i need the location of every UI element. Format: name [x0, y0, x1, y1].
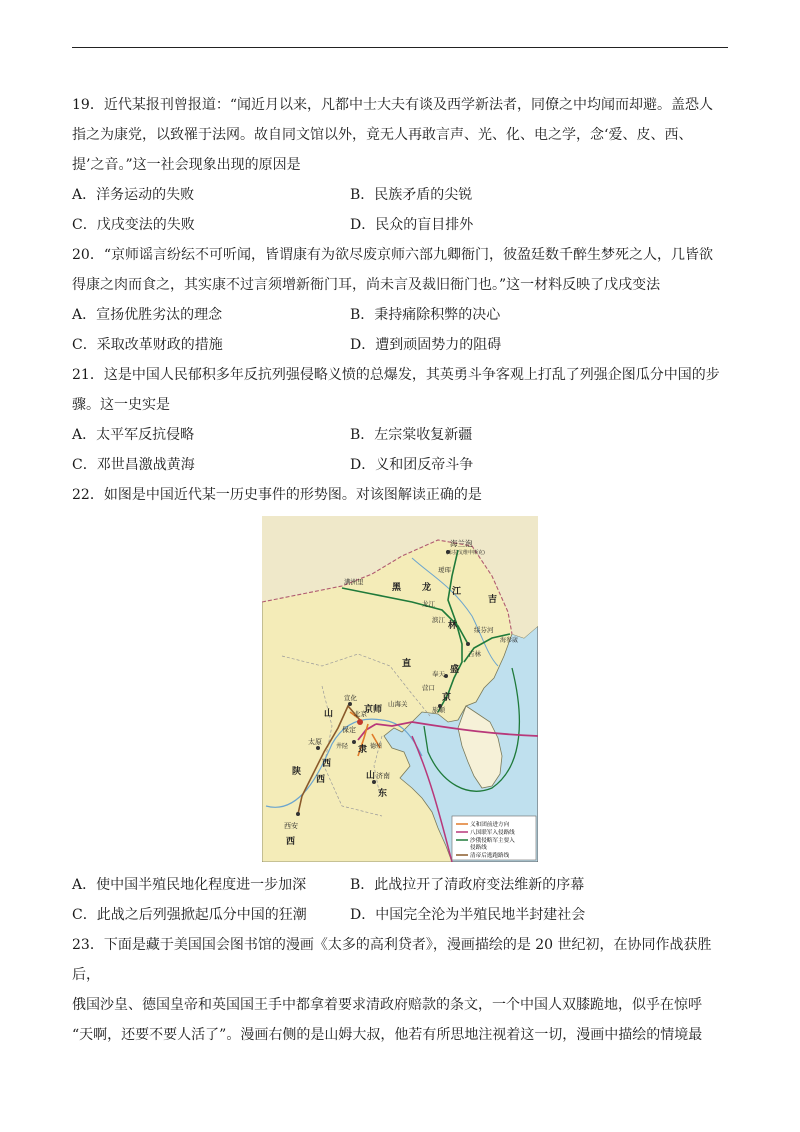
- label-zhi: 直: [402, 659, 412, 669]
- label-xi3: 西: [286, 837, 296, 847]
- label-long: 龙: [422, 583, 432, 593]
- label-dong: 东: [378, 789, 388, 799]
- legend-russia-1: 沙俄侵略军主要入: [470, 838, 515, 844]
- label-shanhaiguan: 山海关: [388, 700, 408, 708]
- q23-stem-line-1: 23．下面是藏于美国国会图书馆的漫画《太多的高利贷者》，漫画描绘的是 20 世纪初，在协同作战获胜后，: [72, 937, 712, 983]
- label-taiyuan: 太原: [308, 738, 322, 746]
- city-xuanhua-dot: [348, 702, 352, 706]
- label-hailanpao-note: (布拉戈维申斯克): [446, 550, 485, 556]
- boxer-rebellion-map-svg: [262, 516, 538, 862]
- q19-option-b[interactable]: B．民族矛盾的尖锐: [350, 187, 473, 203]
- q21-stem-line-1: 21．这是中国人民郁积多年反抗列强侵略义愤的总爆发，其英勇斗争客观上打乱了列强企图瓜分中国的步: [72, 367, 720, 383]
- q21-options: [72, 420, 730, 480]
- q22-option-a[interactable]: A．使中国半殖民地化程度进一步加深: [72, 877, 307, 893]
- label-jingshi: 京师: [364, 705, 383, 715]
- q21-option-d[interactable]: D．义和团反帝斗争: [350, 457, 474, 473]
- question-20: [72, 240, 730, 360]
- q23-stem-line-3: “天啊，还要不要人活了”。漫画右侧的是山姆大叔，他若有所思地注视着这一切，漫画中描绘的情境最: [72, 1027, 703, 1043]
- question-21: [72, 360, 730, 480]
- city-xian-dot: [296, 812, 300, 816]
- q22-option-d[interactable]: D．中国完全沦为半殖民地半封建社会: [350, 907, 586, 923]
- label-xuanhua: 宣化: [344, 694, 357, 702]
- label-xi2: 西: [316, 775, 326, 785]
- label-yingkou: 营口: [422, 684, 435, 692]
- q20-option-d[interactable]: D．遭到顽固势力的阻碍: [350, 337, 502, 353]
- city-beijing-dot: [357, 719, 363, 725]
- label-manzhouli: 满洲里: [344, 578, 364, 586]
- historical-map: [262, 516, 538, 862]
- q22-options: [72, 870, 730, 930]
- q22-option-c[interactable]: C．此战之后列强掀起瓜分中国的狂潮: [72, 907, 307, 923]
- q20-option-a[interactable]: A．宣扬优胜劣汰的理念: [72, 307, 223, 323]
- label-jilin: 吉林: [468, 650, 481, 658]
- q19-stem-line-2: 指之为康党，以致罹于法网。故自同文馆以外，竟无人再敢言声、光、化、电之学，念‘爱、皮、西、: [72, 127, 693, 143]
- q21-option-a[interactable]: A．太平军反抗侵略: [72, 427, 195, 443]
- label-jinan: 济南: [376, 772, 390, 780]
- label-dezhou: 德州: [370, 743, 383, 750]
- q22-stem-line-1: 22．如图是中国近代某一历史事件的形势图。对该图解读正确的是: [72, 487, 482, 503]
- legend-allied: 八国联军入侵路线: [470, 830, 515, 836]
- label-beijing: 北京: [354, 710, 367, 718]
- question-23: [72, 930, 730, 1050]
- label-shan2: 山: [366, 771, 376, 781]
- q19-stem-line-1: 19．近代某报刊曾报道：“闻近月以来，凡都中士大夫有谈及西学新法者，同僚之中均闻而却避。盖恐人: [72, 97, 713, 113]
- q19-option-c[interactable]: C．戊戌变法的失败: [72, 217, 195, 233]
- city-jilin-dot: [466, 642, 470, 646]
- q20-stem-line-2: 得康之肉而食之，其实康不过言须增新衙门耳，尚未言及裁旧衙门也。”这一材料反映了戊戌变法: [72, 277, 661, 293]
- q20-option-c[interactable]: C．采取改革财政的措施: [72, 337, 223, 353]
- question-22: [72, 480, 730, 930]
- question-19: [72, 90, 730, 240]
- label-baoding: 保定: [342, 726, 356, 734]
- q21-stem-line-2: 骤。这一史实是: [72, 397, 170, 413]
- q19-option-a[interactable]: A．洋务运动的失败: [72, 187, 195, 203]
- q22-option-b[interactable]: B．此战拉开了清政府变法维新的序幕: [350, 877, 585, 893]
- q23-stem-line-2: 俄国沙皇、德国皇帝和英国国王手中都拿着要求清政府赔款的条文，一个中国人双膝跪地，似乎在惊呼: [72, 997, 702, 1013]
- q21-option-b[interactable]: B．左宗棠收复新疆: [350, 427, 473, 443]
- label-haishenwei: 海参崴: [500, 637, 519, 644]
- q19-option-d[interactable]: D．民众的盲目排外: [350, 217, 474, 233]
- label-sheng: 盛: [450, 665, 460, 675]
- legend-qing: 清帝后逃跑路线: [470, 853, 510, 859]
- label-huan: 瑷珲: [438, 566, 451, 574]
- label-ji: 吉: [488, 595, 498, 605]
- label-fengtian: 奉天: [432, 670, 445, 678]
- label-li: 隶: [358, 745, 368, 755]
- label-lvshun: 旅顺: [432, 706, 445, 714]
- q19-options: [72, 180, 730, 240]
- label-shan1: 山: [324, 709, 334, 719]
- label-longjiang: 龙江: [422, 600, 435, 608]
- legend-boxer: 义和团前进方向: [470, 822, 510, 828]
- label-xian: 西安: [284, 822, 298, 830]
- city-taiyuan-dot: [316, 746, 320, 750]
- city-baoding-dot: [352, 740, 356, 744]
- legend-russia-2: 侵路线: [470, 845, 487, 851]
- label-lin: 林: [448, 621, 458, 631]
- q21-option-c[interactable]: C．邓世昌激战黄海: [72, 457, 195, 473]
- exam-content: [72, 90, 730, 1050]
- map-legend: [452, 816, 536, 860]
- label-jiang: 江: [452, 587, 462, 597]
- q19-stem-line-3: 提’之音。”这一社会现象出现的原因是: [72, 157, 301, 173]
- label-binjiang: 滨江: [432, 616, 445, 624]
- label-jing: 京: [442, 693, 452, 703]
- label-suifenhe: 绥芬河: [474, 626, 494, 634]
- label-xi1: 西: [322, 759, 332, 769]
- label-hei: 黑: [392, 583, 402, 593]
- label-shaan: 陕: [292, 767, 302, 777]
- label-jingjing: 井陉: [336, 743, 349, 750]
- q20-option-b[interactable]: B．秉持痛除积弊的决心: [350, 307, 501, 323]
- q20-options: [72, 300, 730, 360]
- q20-stem-line-1: 20．“京师谣言纷纭不可听闻，皆谓康有为欲尽废京师六部九卿衙门，彼盈廷数千醉生梦死之人，几皆欲: [72, 247, 713, 263]
- header-rule: [72, 47, 728, 48]
- label-hailanpao: 海兰泡: [450, 539, 473, 548]
